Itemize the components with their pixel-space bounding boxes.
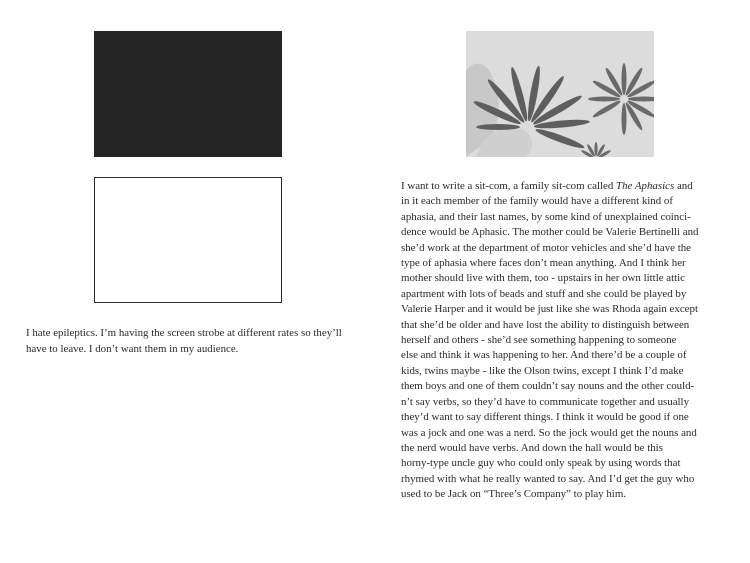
epileptics-caption: I hate epileptics. I’m having the screen strobe at different rates so they’ll have to leave. I don’t want them in my audience. (26, 327, 342, 355)
line-text-tail: and (674, 180, 693, 192)
paragraph-line (401, 410, 722, 425)
line-text: herself and others - she’d see something happening to someone (401, 334, 677, 347)
line-text: she’d work at the department of motor vehicles and she’d have the (401, 241, 692, 254)
paragraph-line (401, 287, 722, 302)
line-text: Valerie Harper and it would be just like she was Rhoda again except (401, 303, 698, 316)
line-text: dence would be Aphasic. The mother could be Valerie Bertinelli and (401, 226, 699, 239)
line-text: the nerd would have verbs. And down the hall would be this (401, 441, 663, 454)
paragraph-line (401, 333, 722, 348)
paragraph-line (401, 487, 722, 502)
paragraph-line (401, 441, 722, 456)
line-text: rhymed with what he really wanted to say. And I’d get the guy who (401, 472, 695, 485)
paragraph-line (401, 379, 722, 394)
line-text: used to be Jack on “Three’s Company” to play him. (401, 488, 627, 501)
line-text: was a jock and one was a nerd. So the jock would get the nouns and (401, 426, 697, 439)
line-text: they’d want to say different things. I think it would be good if one (401, 411, 689, 424)
paragraph-line (401, 241, 722, 256)
line-text: apartment with lots of beads and stuff and she could be played by (401, 287, 687, 300)
paragraph-line (401, 179, 722, 194)
blank-film-frame (94, 177, 282, 303)
paragraph-line (401, 456, 722, 471)
line-text: horny-type uncle guy who could only speak by using words that (401, 457, 681, 470)
flower-film-frame (466, 31, 654, 157)
line-text: else and think it was happening to her. And there’d be a couple of (401, 349, 687, 362)
paragraph-line (401, 256, 722, 271)
paragraph-line (401, 194, 722, 209)
line-text: in it each member of the family would have a different kind of (401, 195, 673, 208)
paragraph-line (401, 395, 722, 410)
line-text: that she’d be older and have lost the ability to distinguish between (401, 318, 690, 331)
line-text: aphasia, and their last names, by some kind of unexplained coinci- (401, 210, 691, 223)
paragraph-line (401, 302, 722, 317)
line-text: I want to write a sit-com, a family sit-com called (401, 180, 617, 192)
line-text: n’t say verbs, so they’d have to communicate together and usually (401, 395, 690, 408)
paragraph-line (401, 426, 722, 441)
flower-image (466, 31, 654, 157)
line-text: them boys and one of them couldn’t say nouns and the other could- (401, 380, 695, 393)
paragraph-line (401, 472, 722, 487)
paragraph-line (401, 271, 722, 286)
paragraph-line (401, 225, 722, 240)
paragraph-line (401, 318, 722, 333)
sitcom-paragraph (401, 179, 722, 503)
dark-film-frame (94, 31, 282, 157)
paragraph-line (401, 348, 722, 363)
paragraph-line (401, 210, 722, 225)
line-text: mother should live with them, too - upstairs in her own little attic (401, 272, 686, 285)
line-text: kids, twins maybe - like the Olson twins, except I think I’d make (401, 364, 684, 377)
line-text: type of aphasia where faces don’t mean anything. And I think her (401, 257, 686, 270)
show-title: The Aphasics (616, 180, 675, 192)
paragraph-line (401, 364, 722, 379)
